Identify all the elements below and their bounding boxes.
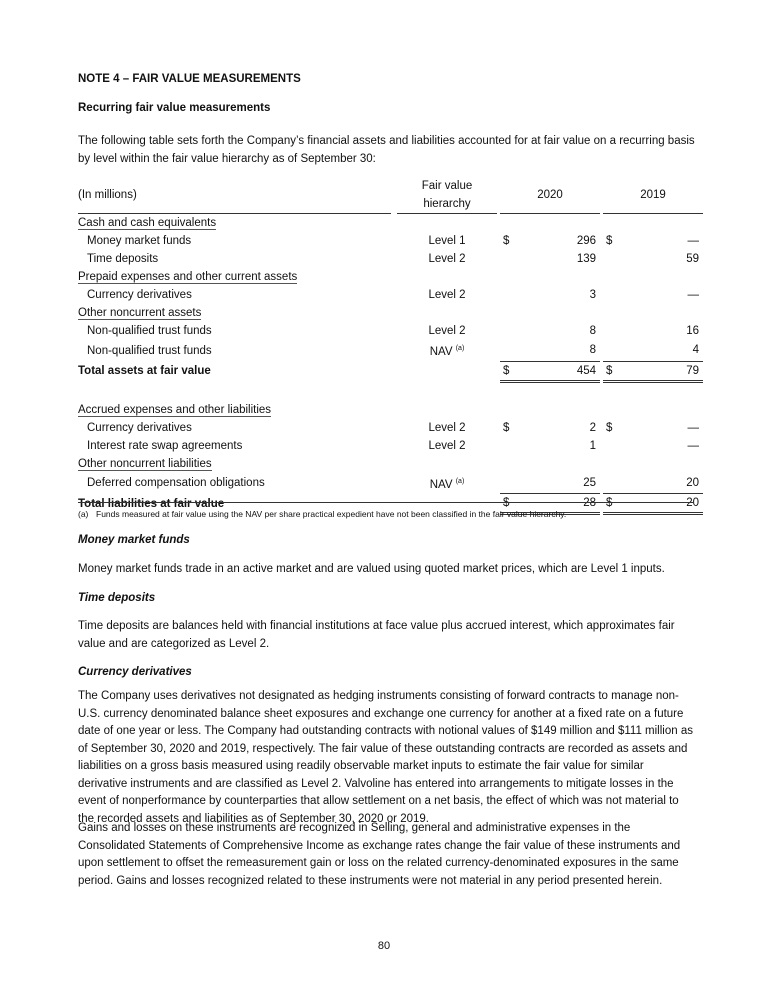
section-label: Accrued expenses and other liabilities (78, 403, 272, 416)
hierarchy-text: NAV (429, 346, 453, 358)
row-hierarchy (397, 340, 497, 361)
row-label: Money market funds (87, 235, 192, 247)
header-2019: 2019 (603, 177, 703, 214)
header-hierarchy-line1: Fair value (421, 180, 473, 192)
currency-symbol: $ (606, 364, 613, 377)
currency-symbol: $ (606, 421, 613, 434)
total-row (78, 361, 703, 381)
value-2019: — (687, 289, 699, 301)
total-2019: 20 (686, 497, 699, 509)
table-row (78, 419, 703, 437)
time-deposits-heading: Time deposits (78, 592, 156, 604)
footnote-marker: (a) (78, 509, 89, 519)
total-label: Total assets at fair value (78, 365, 211, 377)
table-footnote (78, 509, 566, 519)
row-label: Interest rate swap agreements (87, 439, 243, 452)
section-row (78, 268, 703, 286)
value-2020: 8 (589, 344, 596, 357)
row-hierarchy: Level 2 (428, 325, 466, 337)
fair-value-table (78, 177, 703, 515)
section-title: Recurring fair value measurements (78, 102, 271, 114)
footnote-text: Funds measured at fair value using the NAV per share practical expedient have not been classified in the fair value hierarchy. (96, 509, 567, 519)
row-label: Non-qualified trust funds (87, 344, 212, 357)
hierarchy-text: NAV (429, 478, 453, 491)
value-2019: — (687, 235, 699, 247)
table-row (78, 340, 703, 361)
currency-derivatives-paragraph-2: Gains and losses on these instruments are recognized in Selling, general and administrative expenses in the Consolidated Statements of Comprehensive Income as exchange rates change the fair value of these instruments and upon settlement to offset the remeasurement gain or loss on the related currency-denominated exposures in the same period. Gains and losses recognized related to these instruments were not material in any period presented herein. (78, 822, 681, 887)
row-hierarchy: Level 2 (428, 289, 466, 301)
table-row (78, 437, 703, 455)
section-label: Cash and cash equivalents (78, 217, 217, 229)
row-hierarchy (397, 473, 497, 494)
row-label: Currency derivatives (87, 421, 192, 434)
total-2019: 79 (686, 364, 699, 377)
footnote-ref: (a) (455, 477, 465, 485)
section-label: Other noncurrent liabilities (78, 457, 212, 470)
table-row (78, 322, 703, 340)
note-title: NOTE 4 – FAIR VALUE MEASUREMENTS (78, 73, 301, 85)
row-label: Non-qualified trust funds (87, 325, 212, 337)
table-row (78, 250, 703, 268)
header-2020: 2020 (500, 177, 600, 214)
intro-paragraph: The following table sets forth the Company’s financial assets and liabilities accounted for at fair value on a recurring basis by level within the fair value hierarchy as of September 30: (78, 135, 695, 165)
time-deposits-paragraph: Time deposits are balances held with financial institutions at face value plus accrued interest, which approximates fair value and are categorized as Level 2. (78, 620, 675, 650)
section-row (78, 304, 703, 322)
value-2020: 296 (576, 235, 596, 247)
value-2020: 2 (589, 421, 596, 434)
value-2019: 20 (686, 476, 699, 489)
value-2019: — (687, 439, 699, 452)
section-label: Other noncurrent assets (78, 307, 202, 319)
header-hierarchy-line2: hierarchy (423, 198, 471, 210)
footnote-ref: (a) (455, 345, 465, 352)
value-2019: 4 (692, 344, 699, 357)
value-2019: 16 (686, 325, 699, 337)
header-hierarchy (397, 177, 497, 214)
mmf-heading: Money market funds (78, 534, 190, 546)
row-label: Currency derivatives (87, 289, 192, 301)
table-header-row (78, 177, 703, 214)
section-row (78, 455, 703, 473)
currency-symbol: $ (503, 364, 510, 377)
table-row (78, 286, 703, 304)
currency-symbol: $ (503, 421, 510, 434)
value-2020: 25 (583, 476, 596, 489)
currency-derivatives-heading: Currency derivatives (78, 666, 192, 678)
table-row (78, 232, 703, 250)
mmf-paragraph: Money market funds trade in an active market and are valued using quoted market prices, which are Level 1 inputs. (78, 563, 665, 575)
currency-symbol: $ (606, 235, 613, 247)
value-2019: — (687, 421, 699, 434)
table-row (78, 473, 703, 494)
value-2020: 1 (589, 439, 596, 452)
table-bottom-rule (78, 502, 693, 503)
currency-derivatives-paragraph-1: The Company uses derivatives not designated as hedging instruments consisting of forward contracts to manage non-U.S. currency denominated balance sheet exposures and exchange one currency for another at a fixed rate on a future date of one year or less. The Company had outstanding contracts with notional values of $149 million and $111 million as of September 30, 2020 and 2019, respectively. The fair value of these outstanding contracts are recorded as assets and liabilities on a gross basis measured using readily observable market inputs to estimate the fair value for similar derivative instruments and are classified as Level 2. Valvoline has entered into arrangements to mitigate losses in the event of nonperformance by counterparties that allow settlement on a net basis, the effect of which was not material to the recorded assets and liabilities as of September 30, 2020 or 2019. (78, 690, 693, 825)
value-2020: 3 (589, 289, 596, 301)
total-2020: 454 (576, 364, 596, 377)
currency-symbol: $ (606, 497, 613, 509)
section-row (78, 401, 703, 419)
header-label: (In millions) (78, 177, 391, 214)
row-hierarchy: Level 2 (428, 439, 466, 452)
page-number: 80 (377, 940, 391, 952)
value-2020: 139 (576, 253, 596, 265)
currency-symbol: $ (503, 235, 510, 247)
row-hierarchy: Level 2 (428, 253, 466, 265)
section-label: Prepaid expenses and other current assets (78, 271, 298, 283)
row-hierarchy: Level 1 (428, 235, 466, 247)
row-hierarchy: Level 2 (428, 421, 466, 434)
row-label: Deferred compensation obligations (87, 477, 265, 489)
total-2020: 28 (583, 497, 596, 509)
row-label: Time deposits (87, 253, 159, 265)
value-2020: 8 (589, 325, 596, 337)
currency-symbol: $ (503, 497, 510, 509)
total-label: Total liabilities at fair value (78, 497, 225, 510)
value-2019: 59 (686, 253, 699, 265)
section-row (78, 214, 703, 233)
